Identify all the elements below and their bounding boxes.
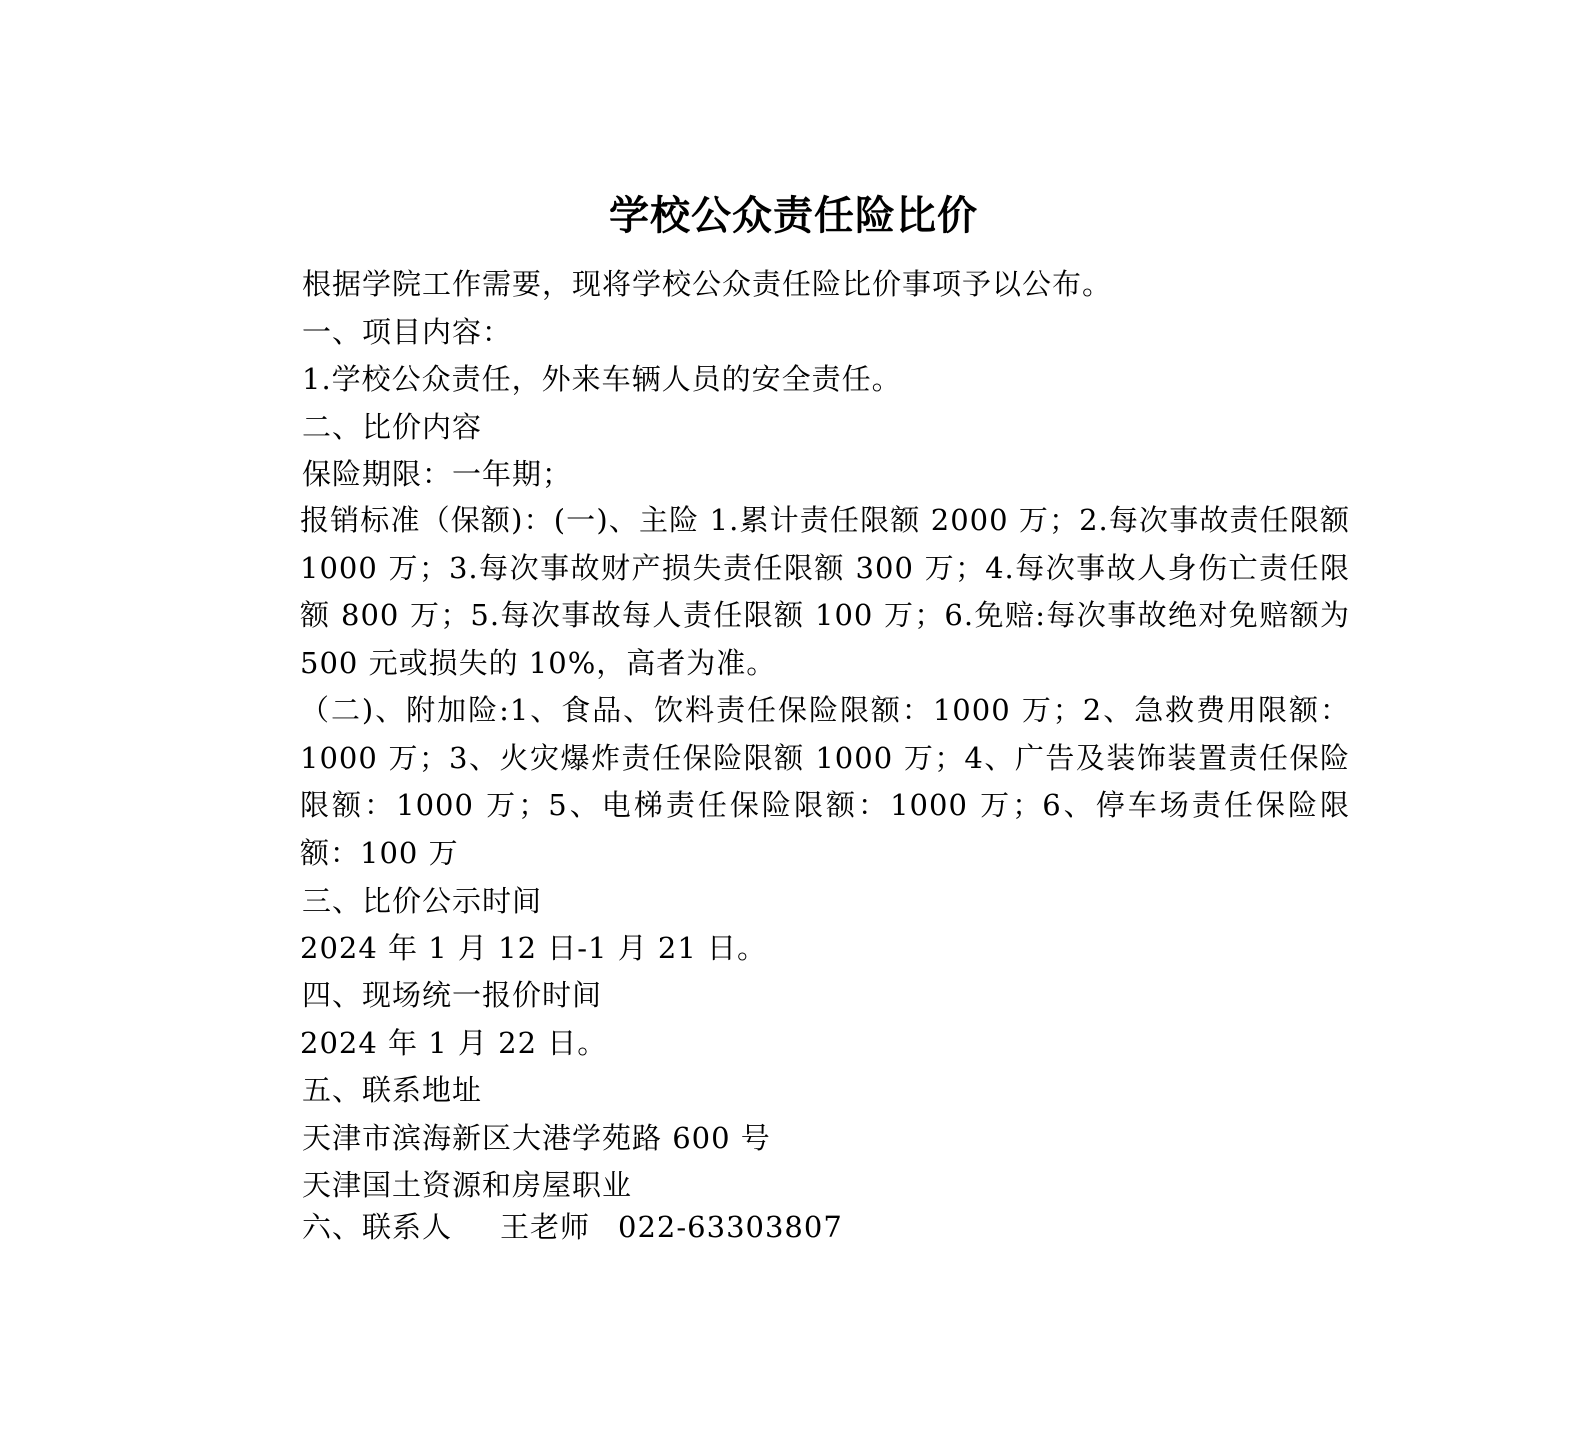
section-1-item: 1.学校公众责任，外来车辆人员的安全责任。 xyxy=(302,362,902,396)
section-1-heading: 一、项目内容： xyxy=(302,315,513,349)
section-6-heading: 六、联系人 xyxy=(302,1210,453,1244)
contact-address: 天津市滨海新区大港学苑路 600 号 xyxy=(302,1121,771,1155)
publicity-period: 2024 年 1 月 12 日-1 月 21 日。 xyxy=(300,931,768,965)
section-4-heading: 四、现场统一报价时间 xyxy=(302,978,603,1012)
contact-phone-number: 022-63303807 xyxy=(618,1210,843,1244)
quotation-date: 2024 年 1 月 22 日。 xyxy=(300,1026,608,1060)
main-coverage-paragraph: 报销标准（保额)：(一)、主险 1.累计责任限额 2000 万；2.每次事故责任限额 1000 万；3.每次事故财产损失责任限额 300 万；4.每次事故人身伤亡责任限额 800 万；5.每次事故每人责任限额 100 万；6.免赔:每次事故绝对免赔额为 500 元或损失的 10%，高者为准。 xyxy=(300,503,1350,680)
section-2-heading: 二、比价内容 xyxy=(302,410,483,444)
contact-line xyxy=(302,1203,843,1251)
document-title: 学校公众责任险比价 xyxy=(609,192,978,239)
contact-person-name: 王老师 xyxy=(500,1210,591,1244)
contact-organization: 天津国土资源和房屋职业 xyxy=(302,1168,633,1202)
intro-paragraph: 根据学院工作需要，现将学校公众责任险比价事项予以公布。 xyxy=(302,267,1113,301)
section-3-heading: 三、比价公示时间 xyxy=(302,884,543,918)
insurance-period: 保险期限：一年期； xyxy=(302,457,573,491)
section-5-heading: 五、联系地址 xyxy=(302,1073,483,1107)
additional-coverage-paragraph: （二)、附加险:1、食品、饮料责任保险限额：1000 万；2、急救费用限额：1000 万；3、火灾爆炸责任保险限额 1000 万；4、广告及装饰装置责任保险限额：1000 万；5、电梯责任保险限额：1000 万；6、停车场责任保险限额：100 万 xyxy=(300,693,1350,870)
